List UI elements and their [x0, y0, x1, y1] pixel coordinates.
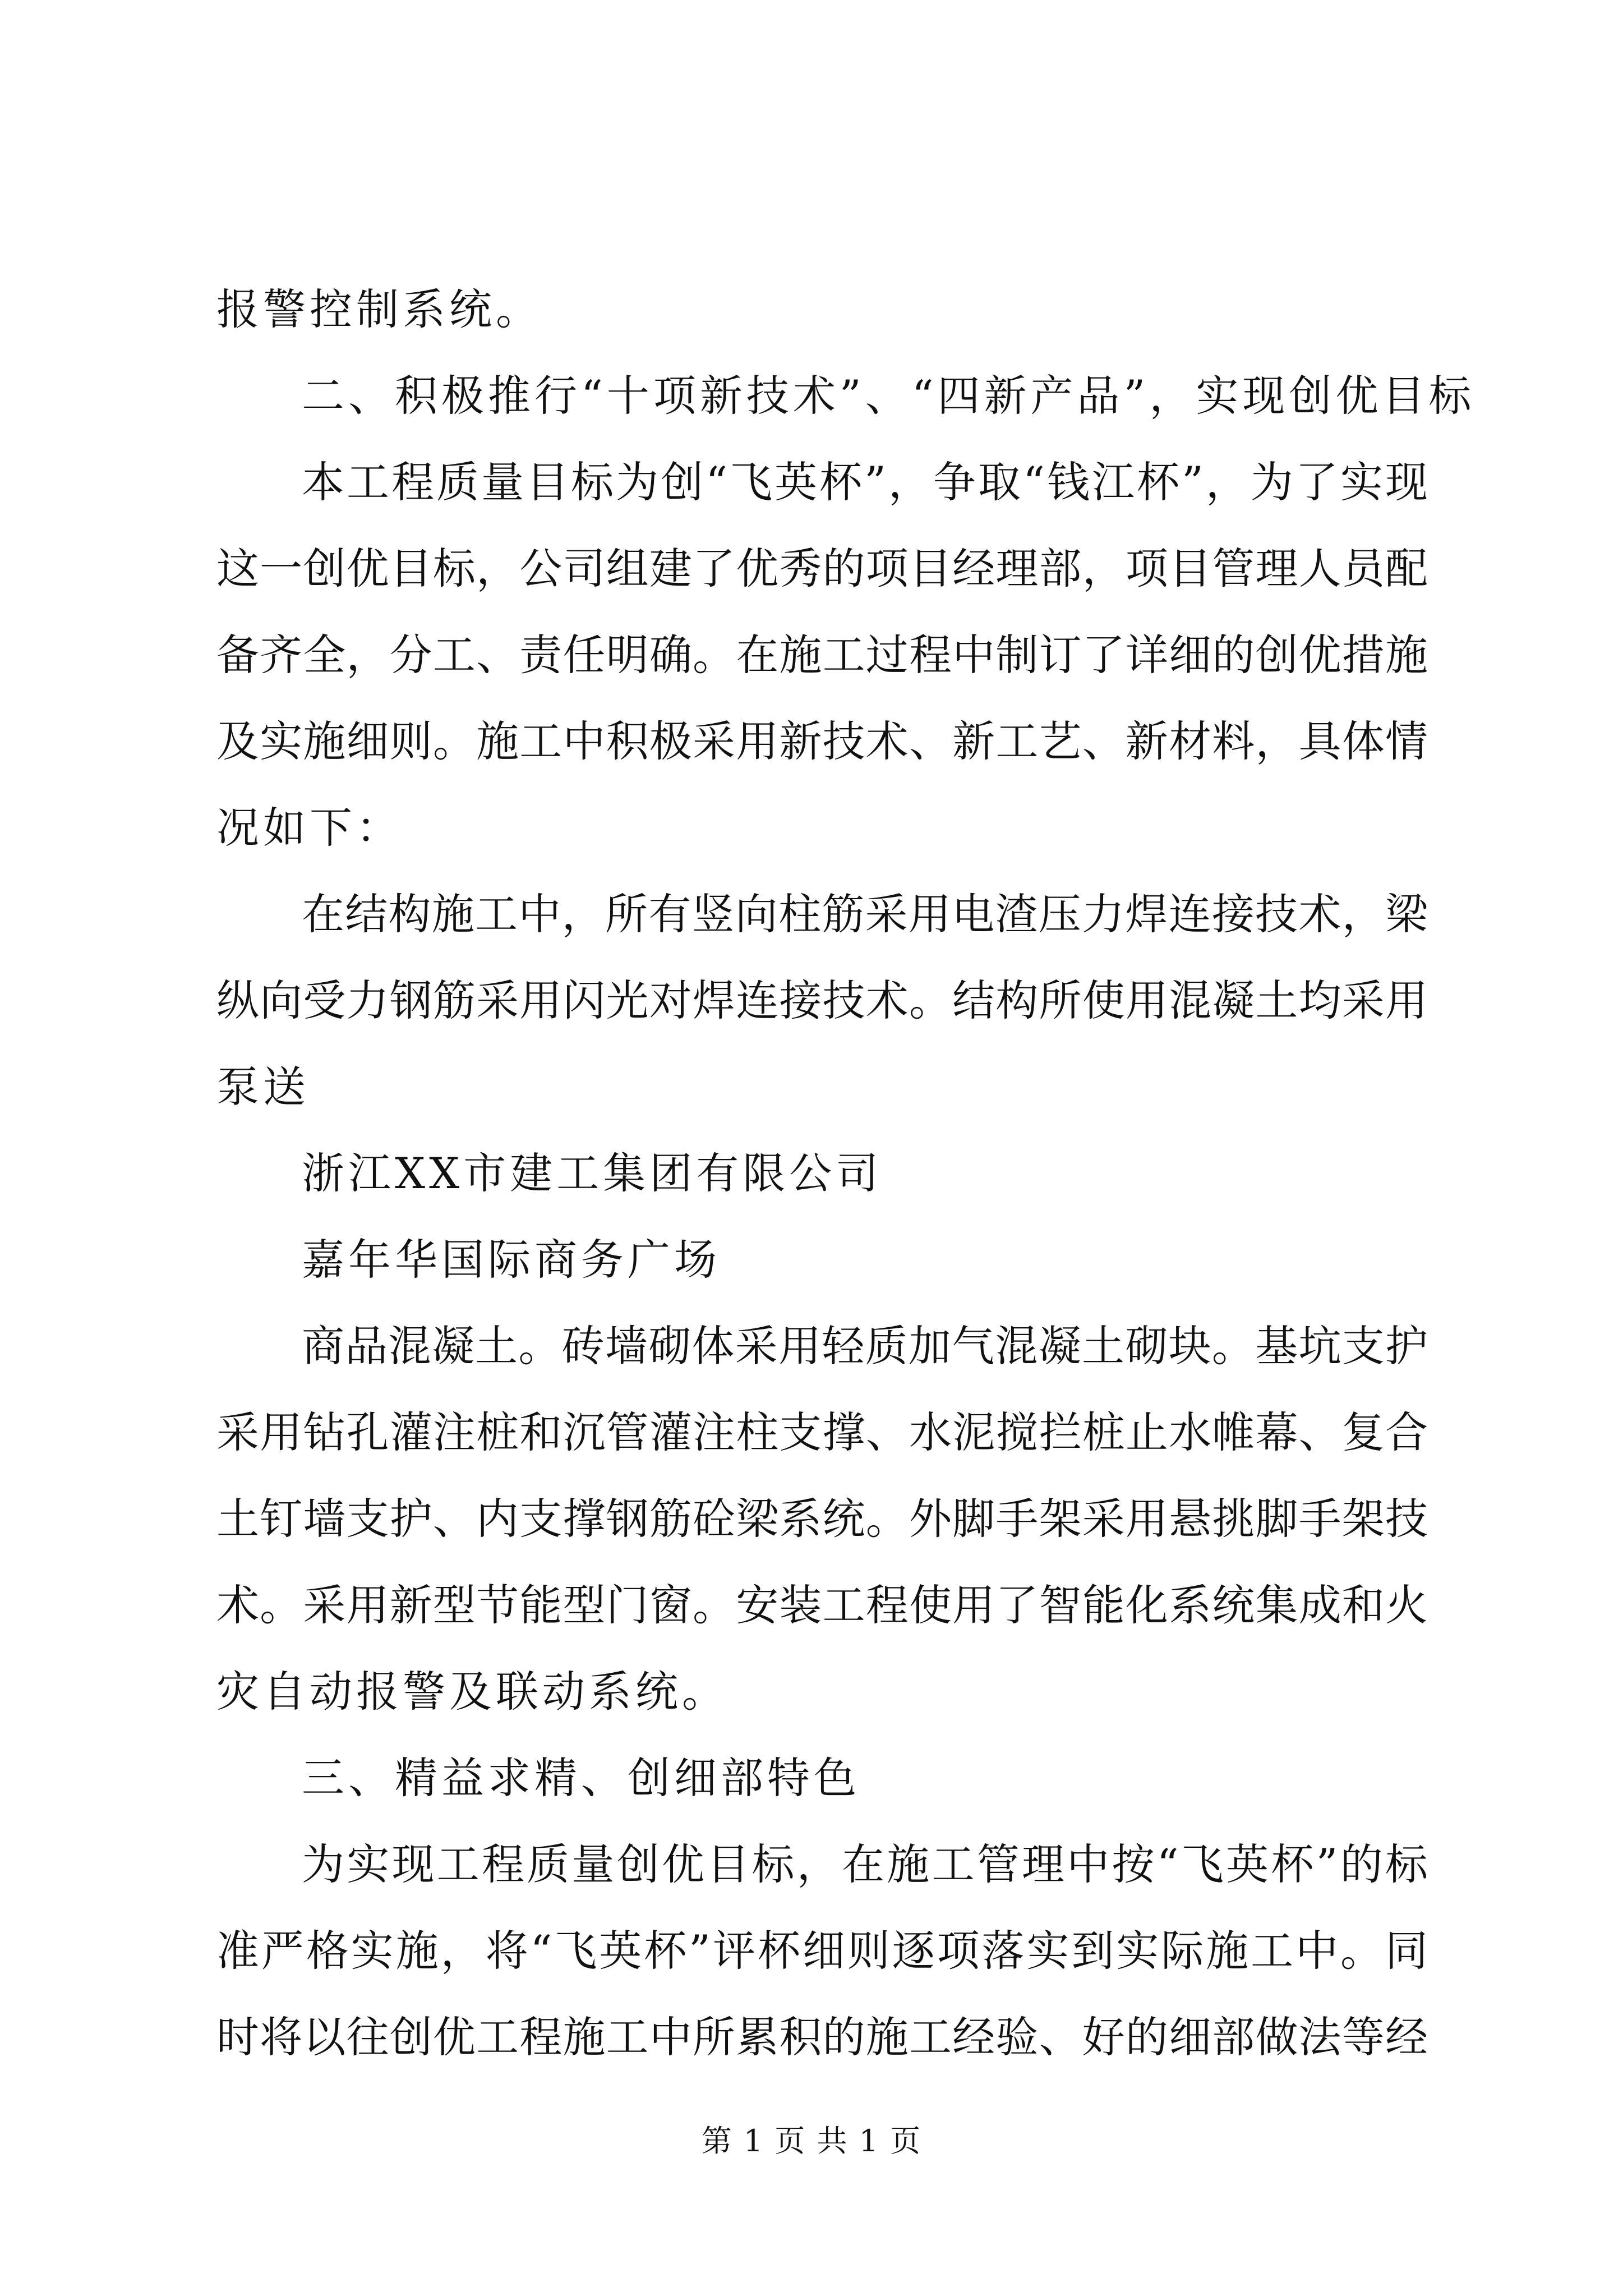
text-line: 商品混凝土。砖墙砌体采用轻质加气混凝土砌块。基坑支护 [302, 1321, 1428, 1371]
text-line: 纵向受力钢筋采用闪光对焊连接技术。结构所使用混凝土均采用 [216, 976, 1428, 1025]
text-line: 本工程质量目标为创“飞英杯”，争取“钱江杯”，为了实现 [302, 457, 1428, 507]
company-name: 浙江XX市建工集团有限公司 [302, 1148, 883, 1198]
document-body [216, 266, 1476, 2081]
section-heading: 三、精益求精、创细部特色 [302, 1753, 860, 1803]
text-line: 这一创优目标，公司组建了优秀的项目经理部，项目管理人员配 [216, 544, 1428, 593]
page-number-footer: 第 1 页 共 1 页 [701, 2123, 922, 2159]
text-line: 为实现工程质量创优目标，在施工管理中按“飞英杯”的标 [302, 1839, 1428, 1889]
text-line: 及实施细则。施工中积极采用新技术、新工艺、新材料，具体情 [216, 716, 1428, 766]
text-line: 土钉墙支护、内支撑钢筋砼梁系统。外脚手架采用悬挑脚手架技 [216, 1494, 1428, 1544]
project-name: 嘉年华国际商务广场 [302, 1235, 721, 1285]
section-heading: 二、积极推行“十项新技术”、“四新产品”，实现创优目标 [302, 371, 1476, 421]
text-line: 灾自动报警及联动系统。 [216, 1667, 728, 1717]
text-line: 采用钻孔灌注桩和沉管灌注柱支撑、水泥搅拦桩止水帷幕、复合 [216, 1407, 1428, 1457]
text-line: 时将以往创优工程施工中所累积的施工经验、好的细部做法等经 [216, 2012, 1428, 2062]
text-line: 况如下： [216, 803, 403, 853]
text-line: 报警控制系统。 [216, 284, 542, 334]
text-line: 准严格实施，将“飞英杯”评杯细则逐项落实到实际施工中。同 [216, 1926, 1428, 1976]
text-line: 在结构施工中，所有竖向柱筋采用电渣压力焊连接技术，梁 [302, 889, 1428, 939]
text-line: 备齐全，分工、责任明确。在施工过程中制订了详细的创优措施 [216, 630, 1428, 680]
text-line: 泵送 [216, 1062, 310, 1112]
text-line: 术。采用新型节能型门窗。安装工程使用了智能化系统集成和火 [216, 1580, 1428, 1630]
